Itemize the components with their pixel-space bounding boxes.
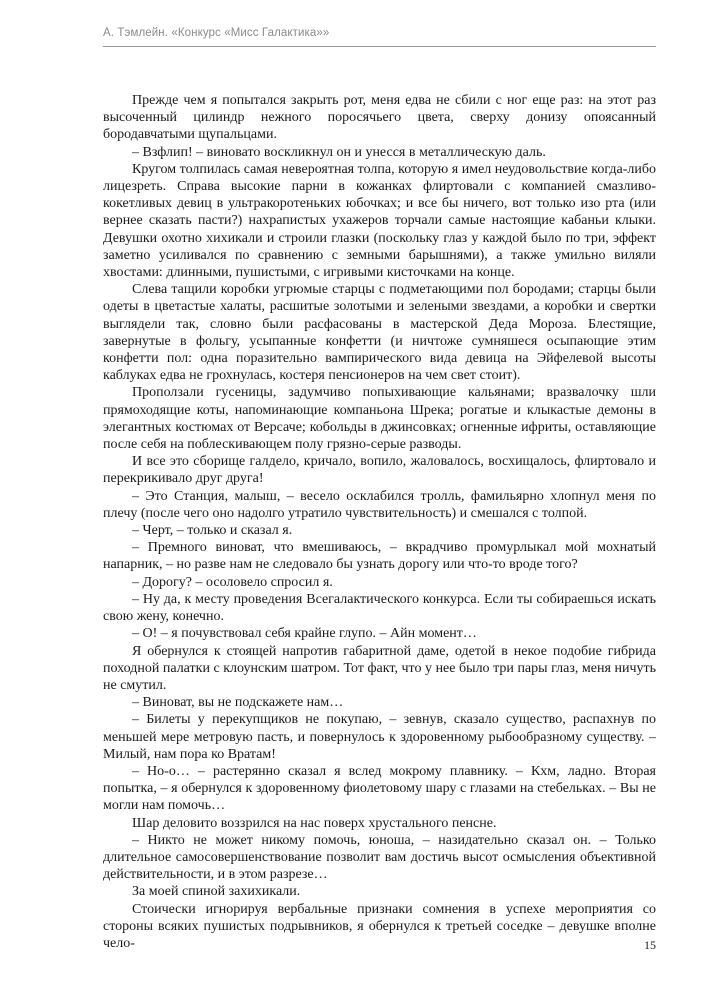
paragraph: – Взфлип! – виновато воскликнул он и унесся в металлическую даль.: [132, 144, 546, 160]
paragraph: – Это Станция, малыш, – весело осклабился тролль, фамильярно хлопнул меня по плечу (после чего оно надолго утратило чувствительность) и смешался с толпой.: [103, 488, 656, 521]
paragraph: – Но-о… – растерянно сказал я вслед мокрому плавнику. – Кхм, ладно. Вторая попытка, – я обернулся к здоровенному фиолетовому шару с глазами на стебельках. – Вы не могли нам помочь…: [103, 763, 656, 814]
paragraph: – Никто не может никому помочь, юноша, – назидательно сказал он. – Только длительное самосовершенствование позволит вам достичь высот осмысления объективной действительности, и в этом разрезе…: [103, 832, 656, 883]
paragraph: – О! – я почувствовал себя крайне глупо. – Айн момент…: [132, 626, 477, 642]
paragraph: – Виноват, вы не подскажете нам…: [132, 695, 344, 711]
paragraph: И все это сборище галдело, кричало, вопило, жаловалось, восхищалось, флиртовало и перекрикивало друг друга!: [103, 454, 656, 487]
paragraph: За моей спиной захихикали.: [132, 884, 301, 900]
paragraph: – Ну да, к месту проведения Всегалактического конкурса. Если ты собираешься искать свою жену, конечно.: [103, 591, 656, 625]
paragraph: Кругом толпилась самая невероятная толпа, которую я имел неудовольствие когда-либо лицезреть. Справа высокие парни в кожанках флиртовали с компанией смазливо-кокетливых девиц в ультракоротеньких юбочках; и все бы ничего, вот только изо рта (или вернее сказать пасти?) нахрапистых ухажеров торчали самые настоящие кабаньи клыки. Девушки охотно хихикали и строили глазки (поскольку глаз у каждой было по три, эффект заметно усиливался по сравнению с земными барышнями), а также умильно виляли хвостами: длинными, пушистыми, с игривыми кисточками на конце.: [103, 161, 656, 281]
paragraph: – Дорогу? – осоловело спросил я.: [132, 574, 333, 590]
paragraph: – Билеты у перекупщиков не покупаю, – зевнув, сказало существо, распахнув по меньшей мере метровую пасть, и повернулось к здоровенному рыбообразному существу. – Милый, нам пора ко Вратам!: [103, 712, 656, 762]
paragraph: Прежде чем я попытался закрыть рот, меня едва не сбили с ног еще раз: на этот раз высоченный цилиндр нежного поросячьего цвета, сверху донизу опоясанный бородавчатыми щупальцами.: [103, 93, 656, 143]
paragraph: Проползали гусеницы, задумчиво попыхивающие кальянами; вразвалочку шли прямоходящие коты, напоминающие компаньона Шрека; рогатые и клыкастые демоны в элегантных костюмах от Версаче; кобольды в джинсовках; огненные ифриты, оставляющие после себя на поблескивающем полу грязно-серые разводы.: [103, 385, 656, 453]
paragraph: – Премного виноват, что вмешиваюсь, – вкрадчиво промурлыкал мой мохнатый напарник, – но разве нам не следовало бы узнать дорогу или что-то вроде того?: [103, 540, 656, 573]
page-number: 15: [644, 938, 656, 952]
body-text: [103, 92, 656, 952]
paragraph: Шар деловито воззрился на нас поверх хрустального пенсне.: [132, 815, 497, 831]
running-header: А. Тэмлейн. «Конкурс «Мисс Галактика»»: [103, 27, 330, 39]
paragraph: – Черт, – только и сказал я.: [132, 523, 293, 539]
paragraph: Я обернулся к стоящей напротив габаритной даме, одетой в некое подобие гибрида походной палатки с клоунским шатром. Тот факт, что у нее было три пары глаз, меня ничуть не смутил.: [103, 643, 656, 693]
header-divider: [103, 46, 656, 47]
paragraph: Стоически игнорируя вербальные признаки сомнения в успехе мероприятия со стороны всяких пушистых подрывников, я обернулся к третьей соседке – девушке вполне чело-: [103, 901, 656, 951]
paragraph: Слева тащили коробки угрюмые старцы с подметающими пол бородами; старцы были одеты в цветастые халаты, расшитые золотыми и зелеными звездами, а коробки и свертки выглядели так, словно были расфасованы в мастерской Деда Мороза. Блестящие, завернутые в фольгу, усыпанные конфетти (и ничтоже сумняшеся осыпающие этим конфетти пол: одна поразительно вампирического вида девица на Эйфелевой высоты каблуках едва не грохнулась, костеря пенсионеров на чем свет стоит).: [103, 282, 656, 384]
